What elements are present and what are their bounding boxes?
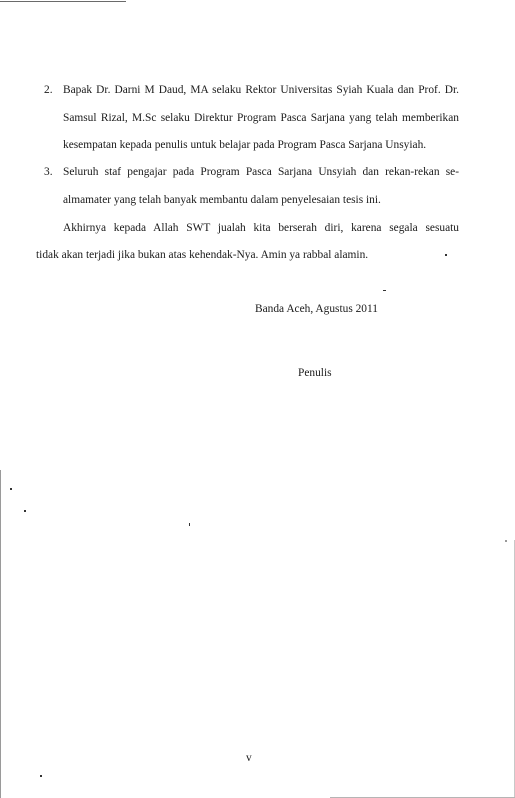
scan-left-edge [0, 470, 1, 798]
closing-line-1: Akhirnya kepada Allah SWT jualah kita berserah diri, karena segala sesuatu [63, 222, 459, 234]
scan-speck [505, 540, 507, 542]
scan-speck [10, 488, 12, 490]
scan-speck [383, 290, 386, 291]
closing-line-2: tidak akan terjadi jika bukan atas kehendak-Nya. Amin ya rabbal alamin. [36, 249, 369, 261]
scan-speck [189, 523, 190, 526]
item-2-line-3: kesempatan kepada penulis untuk belajar pada Program Pasca Sarjana Unsyiah. [63, 139, 427, 151]
header-rule [0, 1, 126, 2]
item-3-number: 3. [44, 166, 53, 178]
scan-speck [40, 775, 42, 777]
scan-speck [24, 510, 26, 512]
signature-author: Penulis [298, 367, 332, 379]
page-number: v [246, 752, 252, 764]
item-2-line-1: Bapak Dr. Darni M Daud, MA selaku Rektor Universitas Syiah Kuala dan Prof. Dr. [63, 84, 459, 96]
scan-speck [445, 254, 447, 256]
item-2-line-2: Samsul Rizal, M.Sc selaku Direktur Program Pasca Sarjana yang telah memberikan [63, 112, 459, 124]
item-3-line-2: almamater yang telah banyak membantu dalam penyelesaian tesis ini. [63, 194, 381, 206]
item-2-number: 2. [44, 84, 53, 96]
signature-place-date: Banda Aceh, Agustus 2011 [255, 303, 378, 315]
item-3-line-1: Seluruh staf pengajar pada Program Pasca Sarjana Unsyiah dan rekan-rekan se- [63, 166, 459, 178]
